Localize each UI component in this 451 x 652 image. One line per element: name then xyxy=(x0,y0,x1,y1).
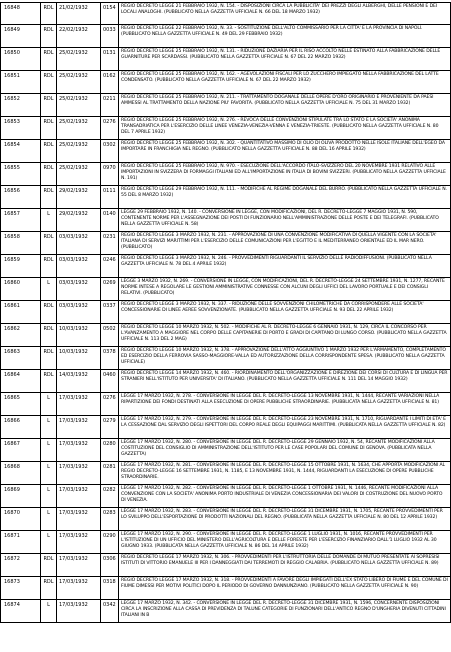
table-row xyxy=(0,416,451,439)
record-page: 0290 xyxy=(100,531,118,553)
record-number: 16872 xyxy=(0,554,40,576)
record-description: LEGGE 3 MARZO 1932, N. 269. - CONVERSIONE IN LEGGE, CON MODIFICAZIONI, DEL R. DECRETO-LEGGE 24 SETTEMBRE 1931, N. 1277, RECANTE NORME INTESE A REGOLARE LE GESTIONI AMMINISTRATIVE CONNESSE CON ALCUNI DEGLI UFFICI DEL LAVORO PORTUALE E DEI CONSIGLI RELATIVI. (PUBBLICATO) xyxy=(118,278,451,300)
record-number: 16866 xyxy=(0,416,40,438)
record-page: 0460 xyxy=(100,370,118,392)
table-row xyxy=(0,94,451,117)
record-page: 0131 xyxy=(100,48,118,70)
table-row xyxy=(0,71,451,94)
record-description: LEGGE 17 MARZO 1932, N. 290. - CONVERSIONE IN LEGGE DEL R. DECRETO-LEGGE 1 LUGLIO 1931, N. 1016, RECANTE PROVVEDIMENTI PER L'ISTITUZIONE DI UN UFFICIO DEL MINISTERO DELL'AGRICOLTURA E DELLE FORESTE PER L'ESERCIZIO FINANZIARIO DALL'1 LUGLIO 1932 AL 30 GIUGNO 1933. (PUBBLICATA NELLA GAZZETTA UFFICIALE N. 86 DEL 14 APRILE 1932) xyxy=(118,531,451,553)
record-page: 0280 xyxy=(100,439,118,461)
record-number: 16848 xyxy=(0,3,40,24)
record-page: 0318 xyxy=(100,577,118,599)
record-description: LEGGE 17 MARZO 1932, N. 342. - CONVERSIONE IN LEGGE DEL R. DECRETO-LEGGE 31 DICEMBRE 1931, N. 1596, CONCERNENTE DISPOSIZIONI CIRCA LA INSCRIZIONE ALLA CASSA DI PREVIDENZA DI TALUNE CATEGORIE DI FUNZIONARI DELL'ANTICO REGNO D'UNGHERIA DIVENUTI CITTADINI ITALIANI IN B xyxy=(118,600,451,622)
record-date: 10/03/1932 xyxy=(56,324,100,346)
record-description: LEGGE 17 MARZO 1932, N. 279. - CONVERSIONE IN LEGGE DEL R. DECRETO-LEGGE 23 NOVEMBRE 1931, N. 1710, RIGUARDANTE I LIMITI DI ETA' E LA CESSAZIONE DAL SERVIZIO DEGLI ISPETTORI DEL CORPO REALE DEGLI EQUIPAGGI MARITTIMI. (PUBBLICATA NELLA GAZZETTA UFFICIALE N. 82) xyxy=(118,416,451,438)
record-number: 16864 xyxy=(0,370,40,392)
record-date: 25/02/1932 xyxy=(56,48,100,70)
record-date: 25/02/1932 xyxy=(56,71,100,93)
table-row xyxy=(0,140,451,163)
table-row xyxy=(0,209,451,232)
record-description: REGIO DECRETO LEGGE 17 MARZO 1932, N. 306. - PROVVEDIMENTI PER L'ISTRUTTORIA DELLE DOMANDE DI MUTUO PRESENTATE AI SOPRESISI ISTITUTI DI VITTORIO EMANUELE III PER I DANNEGGIATI DAI TERREMOTI DI REGGIO CALABRIA. (PUBBLICATO NELLA GAZZETTA UFFICIALE N. 89) xyxy=(118,554,451,576)
record-description: REGIO DECRETO LEGGE 25 FEBBRAIO 1932, N. 211. - TRATTAMENTO DOGANALE DELLE OPERE D'ORO ORIGINARIO E PROVENIENTE DA PAESI AMMESSI AL TRATTAMENTO DELLA NAZIONE PIU' FAVORITA. (PUBBLICATO NELLA GAZZETTA UFFICIALE N. 75 DEL 31 MARZO 1932) xyxy=(118,94,451,116)
record-date: 17/03/1932 xyxy=(56,508,100,530)
record-number: 16852 xyxy=(0,94,40,116)
record-number: 16849 xyxy=(0,25,40,47)
record-type: L xyxy=(40,439,56,461)
record-number: 16873 xyxy=(0,577,40,599)
record-description: REGIO DECRETO LEGGE 25 FEBBRAIO 1932, N. 162. - AGEVOLAZIONI FISCALI PER LO ZUCCHERO IMPIEGATO NELLA FABBRICAZIONE DEL LATTE CONDENSATO. (PUBBLICATO NELLA GAZZETTA UFFICIALE N. 67 DEL 22 MARZO 1932) xyxy=(118,71,451,93)
table-row xyxy=(0,508,451,531)
record-date: 29/02/1932 xyxy=(56,186,100,208)
table-row xyxy=(0,577,451,600)
record-date: 17/03/1932 xyxy=(56,416,100,438)
record-type: RDL xyxy=(40,186,56,208)
record-description: LEGGE 17 MARZO 1932, N. 282. - CONVERSIONE IN LEGGE DEL R. DECRETO-LEGGE 1 OTTOBRE 1931, N. 1446, RECANTE MODIFICAZIONI ALLA CONVENZIONE CON LA SOCIETA' ANONIMA PORTO INDUSTRIALE DI VENEZIA CONCESSIONARIA DEI VALORI DI COSTRUZIONE DEL NUOVO PORTO DI VENEZIA. xyxy=(118,485,451,507)
record-page: 0282 xyxy=(100,485,118,507)
record-date: 21/02/1932 xyxy=(56,3,100,24)
table-row xyxy=(0,278,451,301)
record-page: 0970 xyxy=(100,163,118,185)
record-type: L xyxy=(40,209,56,231)
record-number: 16856 xyxy=(0,186,40,208)
record-date: 17/03/1932 xyxy=(56,554,100,576)
record-type: RDL xyxy=(40,255,56,277)
table-row xyxy=(0,324,451,347)
table-row xyxy=(0,186,451,209)
record-description: REGIO DECRETO LEGGE 29 FEBBRAIO 1932, N. 111. - MODIFICHE AL REGIME DOGANALE DEL BURRO. (PUBBLICATO NELLA GAZZETTA UFFICIALE N. 55 DEL 8 MARZO 1932) xyxy=(118,186,451,208)
table-row xyxy=(0,163,451,186)
record-page: 0281 xyxy=(100,462,118,484)
record-type: RDL xyxy=(40,301,56,323)
record-type: RDL xyxy=(40,140,56,162)
table-row xyxy=(0,48,451,71)
record-type: RDL xyxy=(40,117,56,139)
record-date: 25/02/1932 xyxy=(56,140,100,162)
record-date: 03/03/1932 xyxy=(56,301,100,323)
record-type: RDL xyxy=(40,370,56,392)
table-row xyxy=(0,600,451,623)
record-page: 0111 xyxy=(100,186,118,208)
record-page: 0342 xyxy=(100,600,118,622)
record-date: 17/03/1932 xyxy=(56,600,100,622)
record-date: 17/03/1932 xyxy=(56,439,100,461)
record-number: 16853 xyxy=(0,117,40,139)
table-row xyxy=(0,117,451,140)
record-description: REGIO DECRETO LEGGE 22 FEBBRAIO 1932, N. 33. - SOSTITUZIONE DELL'ALTO COMMISSARIO PER LA CITTA' E LA PROVINCIA DI NAPOLI. (PUBBLICATO NELLA GAZZETTA UFFICIALE N. 49 DEL 29 FEBBRAIO 1932) xyxy=(118,25,451,47)
record-type: RDL xyxy=(40,577,56,599)
record-date: 17/03/1932 xyxy=(56,462,100,484)
record-number: 16854 xyxy=(0,140,40,162)
record-number: 16867 xyxy=(0,439,40,461)
record-type: L xyxy=(40,600,56,622)
record-number: 16858 xyxy=(0,232,40,254)
record-description: REGIO DECRETO LEGGE 21 FEBBRAIO 1932, N. 154. - DISPOSIZIONI CIRCA LA PUBBLICITA' DEI PREZZI DEGLI ALBERGHI, DELLE PENSIONI E DEI LOCALI ANALOGHI. (PUBBLICATO NELLA GAZZETTA UFFICIALE N. 66 DEL 18 MARZO 1932) xyxy=(118,3,451,24)
record-date: 25/02/1932 xyxy=(56,163,100,185)
record-date: 03/03/1932 xyxy=(56,255,100,277)
record-type: RDL xyxy=(40,232,56,254)
record-number: 16857 xyxy=(0,209,40,231)
record-type: RDL xyxy=(40,163,56,185)
record-type: RDL xyxy=(40,554,56,576)
record-description: LEGGE 17 MARZO 1932, N. 281. - CONVERSIONE IN LEGGE DEL R. DECRETO-LEGGE 15 OTTOBRE 1931, N. 1634, CHE APPORTA MODIFICAZIONI AL REGIO DECRETO-LEGGE 16 SETTEMBRE 1931, N. 1185, E 13 NOVEMBRE 1931, N. 1444, RIGUARDANTI LA ESECUZIONE DI OPERE PUBBLICHE STRAORDINARIE. xyxy=(118,462,451,484)
record-page: 0211 xyxy=(100,94,118,116)
record-page: 0140 xyxy=(100,209,118,231)
table-row xyxy=(0,370,451,393)
record-page: 0231 xyxy=(100,232,118,254)
record-description: REGIO DECRETO LEGGE 10 MARZO 1932, N. 378. - APPROVAZIONE DELL'ATTO AGGIUNTIVO 1 MARZO 1932 PER L'ARMAMENTO, COMPLETAMENTO ED ESERCIZIO DELLA FERROVIA SASSO-MAGGIORE-VALLA ED AUTORIZZAZIONE DELLA CORRISPONDENTE SPESA. (PUBBLICATO NELLA GAZZETTA UFFICIALE) xyxy=(118,347,451,369)
record-date: 17/03/1932 xyxy=(56,531,100,553)
record-page: 0502 xyxy=(100,324,118,346)
record-description: REGIO DECRETO LEGGE 25 FEBBRAIO 1932, N. 970. - ESECUZIONE DELL'ACCORDO ITALO-SVIZZERO DEL 20 NOVEMBRE 1931 RELATIVO ALLE IMPORTAZIONI IN SVIZZERA DI FORMAGGI ITALIANI ED ALL'IMPORTAZIONE IN ITALIA DI BOVINI SVIZZERI. (PUBBLICATO NELLA GAZZETTA UFFICIALE N. 191) xyxy=(118,163,451,185)
record-type: L xyxy=(40,531,56,553)
table-row xyxy=(0,554,451,577)
record-description: REGIO DECRETO LEGGE 3 MARZO 1932, N. 231. - APPROVAZIONE DI UNA CONVENZIONE MODIFICATIVA DI QUELLA VIGENTE CON LA SOCIETA' ITALIANA DI SERVIZI MARITTIMI PER L'ESERCIZIO DELLE COMUNICAZIONI PER L'EGITTO E IL MEDITERRANEO ORIENTALE ED IL MAR NERO. (PUBBLICATO) xyxy=(118,232,451,254)
record-number: 16869 xyxy=(0,485,40,507)
record-type: RDL xyxy=(40,3,56,24)
record-description: REGIO DECRETO LEGGE 17 MARZO 1932, N. 318. - PROVVEDIMENTI A FAVORE DEGLI IMPIEGATI DELL'EX STATO LIBERO DI FIUME E DEL COMUNE DI FIUME DIMESSI PER MOTIVI POLITICI DOPO IL PERIODO DI GOVERNO DANNUNZIANO. (PUBBLICATO NELLA GAZZETTA UFFICIALE N. 90) xyxy=(118,577,451,599)
record-description: REGIO DECRETO LEGGE 25 FEBBRAIO 1932, N. 276. - REVOCA DELLE CONVENZIONI STIPULATE TRA LO STATO E LA SOCIETA' ANONIMA TRANSADRIATICA PER L'ESERCIZIO DELLE LINEE VENEZIA-VENEZIA-VENNA E VENEZIA-TRIESTE. (PUBBLICATO NELLA GAZZETTA UFFICIALE N. 80 DEL 7 APRILE 1932) xyxy=(118,117,451,139)
record-number: 16851 xyxy=(0,71,40,93)
record-description: REGIO DECRETO LEGGE 10 MARZO 1932, N. 502. - MODIFICHE AL R. DECRETO-LEGGE 6 GENNAIO 1931, N. 129, CIRCA IL CONCORSO PER L'AVANZAMENTO A MAGGIORE NEL CORPO DELLE CAPITANERIE DI PORTO E GRADI DI CAPITANO DI LUNGO CORSO. (PUBBLICATO NELLA GAZZETTA UFFICIALE N. 113 DEL 2 MAG) xyxy=(118,324,451,346)
table-row xyxy=(0,255,451,278)
record-page: 0378 xyxy=(100,347,118,369)
record-date: 03/03/1932 xyxy=(56,278,100,300)
record-page: 0154 xyxy=(100,3,118,24)
record-date: 14/03/1932 xyxy=(56,370,100,392)
record-page: 0276 xyxy=(100,393,118,415)
table-row xyxy=(0,485,451,508)
record-description: REGIO DECRETO LEGGE 25 FEBBRAIO 1932, N. 131. - RIDUZIONE DAZIARIA PER IL RISO ACCOLTO NELLE ESTINATO ALLA FABBRICAZIONE DELLE GUARNITURE PER SCARDASSI. (PUBBLICATO NELLA GAZZETTA UFFICIALE N. 67 DEL 22 MARZO 1932) xyxy=(118,48,451,70)
table-row xyxy=(0,301,451,324)
record-description: REGIO DECRETO LEGGE 3 MARZO 1932, N. 337. - RIDUZIONE DELLE SOVVENZIONI CHILOMETRICHE DA CORRISPONDERE ALLE SOCIETA' CONCESSIONARIE DI LINEE AEREE SOVVENZIONATE. (PUBBLICATO NELLA GAZZETTA UFFICIALE N. 93 DEL 22 APRILE 1932) xyxy=(118,301,451,323)
record-type: RDL xyxy=(40,324,56,346)
table-row xyxy=(0,462,451,485)
record-page: 0337 xyxy=(100,301,118,323)
record-page: 0269 xyxy=(100,278,118,300)
record-page: 0279 xyxy=(100,416,118,438)
record-page: 0283 xyxy=(100,508,118,530)
record-type: RDL xyxy=(40,25,56,47)
record-type: RDL xyxy=(40,94,56,116)
record-page: 0302 xyxy=(100,140,118,162)
record-date: 17/03/1932 xyxy=(56,393,100,415)
record-type: RDL xyxy=(40,48,56,70)
record-date: 10/03/1932 xyxy=(56,347,100,369)
record-type: RDL xyxy=(40,347,56,369)
record-description: LEGGE 17 MARZO 1932, N. 280. - CONVERSIONE IN LEGGE DEL R. DECRETO-LEGGE 29 GENNAIO 1932, N. 54, RECANTE MODIFICAZIONI ALLA COSTITUZIONE DEL CONSIGLIO DI AMMINISTRAZIONE DELL'ISTITUTO PER LE CASE POPOLARI DEL COMUNE DI GENOVA. (PUBBLICATA NELLA GAZZETTA) xyxy=(118,439,451,461)
record-description: LEGGE 17 MARZO 1932, N. 283. - CONVERSIONE IN LEGGE DEL R. DECRETO-LEGGE 31 DICEMBRE 1931, N. 1705, RECANTE PROVVEDIMENTI PER LO SVILUPPO DELL'ESPORTAZIONE DI PRODOTTI NAZIONALI DEL REGNO. (PUBBLICATA NELLA GAZZETTA UFFICIALE N. 80 DEL 12 APRILE 1932) xyxy=(118,508,451,530)
table-row xyxy=(0,25,451,48)
record-type: L xyxy=(40,278,56,300)
record-description: LEGGE 17 MARZO 1932, N. 278. - CONVERSIONE IN LEGGE DEL R. DECRETO-LEGGE 13 NOVEMBRE 1931, N. 1444, RECANTE VARIAZIONI NELLA RIPARTIZIONE DEI FONDI DESTINATI ALLA ESECUZIONE DI OPERE PUBBLICHE STRAORDINARIE. (PUBBLICATA NELLA GAZZETTA UFFICIALE N. 81) xyxy=(118,393,451,415)
record-description: LEGGE 29 FEBBRAIO 1932, N. 140. - CONVERSIONE IN LEGGE, CON MODIFICAZIONI, DEL R. DECRETO-LEGGE 7 MAGGIO 1931, N. 590, CONTENENTE NORME PER L'ASSEGNAZIONE DEI POSTI DI FUNZIONARIO NELL'AMMINISTRAZIONE DELLE POSTE E DEI TELEGRAFI. (PUBBLICATO NELLA GAZZETTA UFFICIALE N. 58) xyxy=(118,209,451,231)
record-type: L xyxy=(40,416,56,438)
record-type: L xyxy=(40,508,56,530)
table-row xyxy=(0,232,451,255)
record-date: 25/02/1932 xyxy=(56,94,100,116)
record-number: 16850 xyxy=(0,48,40,70)
record-type: L xyxy=(40,462,56,484)
table-row xyxy=(0,347,451,370)
record-number: 16865 xyxy=(0,393,40,415)
record-type: RDL xyxy=(40,71,56,93)
record-date: 25/02/1932 xyxy=(56,117,100,139)
record-page: 0033 xyxy=(100,25,118,47)
record-page: 0276 xyxy=(100,117,118,139)
record-number: 16862 xyxy=(0,324,40,346)
record-date: 22/02/1932 xyxy=(56,25,100,47)
record-type: L xyxy=(40,393,56,415)
record-page: 0306 xyxy=(100,554,118,576)
record-number: 16874 xyxy=(0,600,40,622)
record-date: 17/03/1932 xyxy=(56,577,100,599)
record-number: 16870 xyxy=(0,508,40,530)
record-description: REGIO DECRETO LEGGE 25 FEBBRAIO 1932, N. 302. - QUANTITATIVO MASSIMO DI OLIO DI OLIVA PRODOTTO NELLE ISOLE ITALIANE DELL'EGEO DA IMPORTARE IN FRANCHIGIA NEL REGNO. (PUBBLICATO NELLA GAZZETTA UFFICIALE N. 88 DEL 16 APRILE 1932) xyxy=(118,140,451,162)
record-number: 16859 xyxy=(0,255,40,277)
table-row xyxy=(0,439,451,462)
record-number: 16863 xyxy=(0,347,40,369)
table-row xyxy=(0,531,451,554)
record-page: 0246 xyxy=(100,255,118,277)
record-description: REGIO DECRETO LEGGE 14 MARZO 1932, N. 460. - RIORDINAMENTO DELL'ORGANIZZAZIONE E DIREZIONE DEI CORSI DI CULTURA E DI LINGUA PER STRANIERI NELL'ISTITUTO PER UNIVERSITA' DI ITALIANO. (PUBBLICATO NELLA GAZZETTA UFFICIALE N. 111 DEL 14 MAGGIO 1932) xyxy=(118,370,451,392)
record-page: 0162 xyxy=(100,71,118,93)
record-number: 16871 xyxy=(0,531,40,553)
record-number: 16860 xyxy=(0,278,40,300)
record-date: 03/03/1932 xyxy=(56,232,100,254)
record-date: 29/02/1932 xyxy=(56,209,100,231)
record-date: 17/03/1932 xyxy=(56,485,100,507)
record-type: L xyxy=(40,485,56,507)
table-row xyxy=(0,393,451,416)
record-number: 16861 xyxy=(0,301,40,323)
record-number: 16868 xyxy=(0,462,40,484)
record-description: REGIO DECRETO LEGGE 3 MARZO 1932, N. 246. - PROVVEDIMENTI RIGUARDANTI IL SERVIZIO DELLE RADIODIFFUSIONI. (PUBBLICATO NELLA GAZZETTA UFFICIALE N. 78 DEL 4 APRILE 1932) xyxy=(118,255,451,277)
record-number: 16855 xyxy=(0,163,40,185)
table-row xyxy=(0,2,451,25)
